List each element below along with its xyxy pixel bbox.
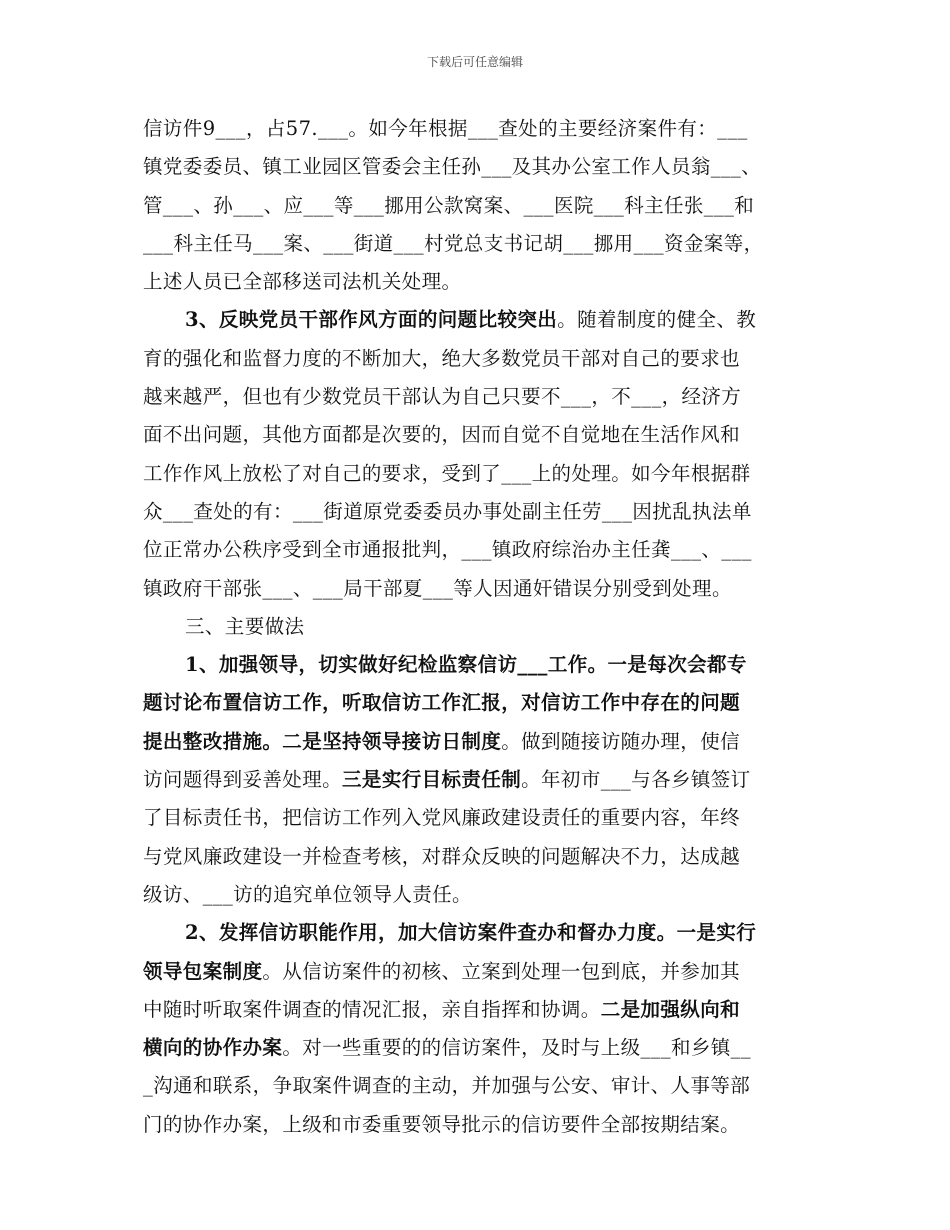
text-segment: 中随时听取案件调查的情况汇报，亲自指挥和协调。 (143, 997, 601, 1021)
text-line (143, 1106, 813, 1144)
text-line (143, 608, 813, 646)
bold-text-segment: 领导包案制度 (143, 959, 263, 983)
text-line (143, 225, 813, 263)
text-segment: 。对一些重要的的信访案件，及时与上级___和乡镇__ (282, 1036, 751, 1060)
bold-text-segment: 三是实行目标责任制 (342, 768, 522, 792)
text-line (143, 761, 813, 799)
bold-text-segment: 2、发挥信访职能作用，加大信访案件查办和督办力度。一是实行 (185, 921, 757, 945)
text-segment: 门的协作办案，上级和市委重要领导批示的信访要件全部按期结案。 (143, 1112, 741, 1136)
text-line (143, 723, 813, 761)
text-segment: 。年初市___与各乡镇签订 (521, 768, 751, 792)
text-line (143, 340, 813, 378)
text-segment: 了目标责任书，把信访工作列入党风廉政建设责任的重要内容，年终 (143, 806, 741, 830)
text-segment: 信访件9___，占57.___。如今年根据___查处的主要经济案件有：___ (143, 117, 748, 140)
text-segment: _沟通和联系，争取案件调查的主动，并加强与公安、审计、人事等部 (143, 1074, 751, 1098)
text-segment: 位正常办公秩序受到全市通报批判，___镇政府综治办主任龚___、___ (143, 538, 752, 562)
text-segment: 育的强化和监督力度的不断加大，绝大多数党员干部对自己的要求也 (143, 346, 741, 370)
text-line (143, 838, 813, 876)
text-line (143, 684, 813, 722)
text-line (143, 187, 813, 225)
text-line (143, 1029, 813, 1067)
document-body (143, 110, 813, 1144)
bold-text-segment: 二是加强纵向和 (600, 997, 741, 1021)
text-line (143, 876, 813, 914)
bold-text-segment: 横向的协作办案 (143, 1036, 283, 1060)
text-line (143, 570, 813, 608)
text-line (143, 148, 813, 186)
text-line (143, 378, 813, 416)
text-line (143, 110, 813, 148)
text-line (143, 799, 813, 837)
text-segment: 。从信访案件的初核、立案到处理一包到底，并参加其 (262, 959, 741, 983)
text-line (143, 301, 813, 339)
bold-text-segment: 1、加强领导，切实做好纪检监察信访___工作。一是每次会都专 (185, 653, 747, 677)
text-line (143, 1067, 813, 1105)
text-segment: 众___查处的有：___街道原党委委员办事处副主任劳___因扰乱执法单 (143, 499, 752, 523)
text-line (143, 646, 813, 684)
text-line (143, 953, 813, 991)
bold-text-segment: 提出整改措施。二是坚持领导接访日制度 (143, 729, 502, 753)
text-segment: 工作作风上放松了对自己的要求，受到了___上的处理。如今年根据群 (143, 461, 751, 485)
page-header: 下载后可任意编辑 (426, 55, 523, 69)
text-segment: 上述人员已全部移送司法机关处理。 (143, 270, 462, 294)
text-segment: 访问题得到妥善处理。 (143, 768, 343, 792)
text-segment: 镇党委委员、镇工业园区管委会主任孙___及其办公室工作人员翁___、 (143, 155, 762, 179)
text-line (143, 416, 813, 454)
text-segment: 级访、___访的追究单位领导人责任。 (143, 882, 472, 906)
text-segment: 。做到随接访随办理，使信 (501, 729, 741, 753)
text-line (143, 493, 813, 531)
text-segment: 。随着制度的健全、教 (557, 308, 757, 332)
text-segment: 面不出问题，其他方面都是次要的，因而自觉不自觉地在生活作风和 (143, 423, 741, 447)
text-line (143, 531, 813, 569)
text-line (143, 455, 813, 493)
text-line (143, 991, 813, 1029)
text-segment: 三、主要做法 (185, 614, 305, 638)
text-segment: ___科主任马___案、___街道___村党总支书记胡___挪用___资金案等， (143, 231, 764, 255)
bold-text-segment: 3、反映党员干部作风方面的问题比较突出 (185, 308, 558, 332)
text-segment: 越来越严，但也有少数党员干部认为自己只要不___，不___，经济方 (143, 385, 742, 409)
text-line (143, 263, 813, 301)
text-segment: 镇政府干部张___、___局干部夏___等人因通奸错误分别受到处理。 (143, 576, 732, 600)
text-line (143, 914, 813, 952)
text-segment: 管___、孙___、应___等___挪用公款窝案、___医院___科主任张___和 (143, 193, 755, 217)
text-segment: 与党风廉政建设一并检查考核，对群众反映的问题解决不力，达成越 (143, 844, 741, 868)
bold-text-segment: 题讨论布置信访工作，听取信访工作汇报，对信访工作中存在的问题 (143, 691, 741, 715)
